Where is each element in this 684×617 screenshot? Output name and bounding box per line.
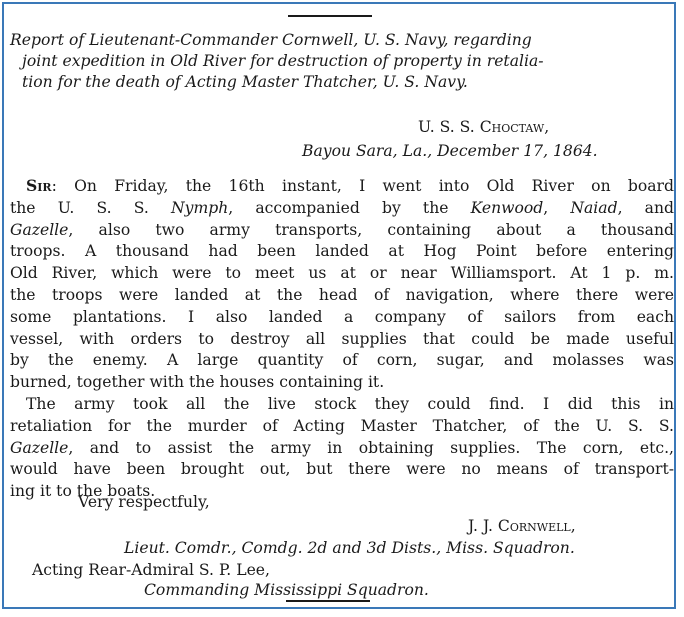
letter-body: [10, 175, 674, 503]
text-line: [10, 416, 674, 438]
text-line: [10, 241, 674, 263]
document-frame: [2, 2, 676, 609]
text-run: some plantations. I also landed a company of sailors from each: [10, 307, 674, 326]
text-line: [10, 350, 674, 372]
text-run: : On Friday, the 16th instant, I went into Old River on board: [51, 177, 674, 195]
vessel-name: Nymph: [170, 198, 229, 217]
text-run: , and: [617, 198, 674, 217]
text-run: vessel, with orders to destroy all supplies that could be made useful: [10, 329, 674, 348]
text-run: would have been brought out, but there were no means of transport-: [10, 460, 674, 479]
text-run: retaliation for the murder of Acting Master Thatcher, of the U. S. S.: [10, 416, 674, 435]
text-line: [10, 438, 674, 460]
text-line: [10, 329, 674, 351]
text-run: troops. A thousand had been landed at Hog Point before entering: [10, 242, 674, 261]
text-run: burned, together with the houses containing it.: [10, 373, 385, 392]
text-run: , accompanied by the: [228, 198, 471, 217]
vessel-name: Naiad: [570, 198, 618, 217]
signature-title: Lieut. Comdr., Comdg. 2d and 3d Dists., Miss. Squadron.: [124, 539, 575, 557]
text-run: ing it to the boats.: [10, 482, 156, 501]
report-heading: [10, 30, 674, 93]
vessel-name: Gazelle: [10, 220, 69, 239]
salutation: Sir: [26, 176, 52, 195]
text-run: ,: [543, 198, 571, 217]
text-line: [10, 394, 674, 416]
vessel-name: Kenwood: [470, 198, 544, 217]
text-line: [10, 175, 674, 198]
signature-name: J. J. Cornwell,: [468, 517, 576, 535]
text-run: The army took all the live stock they could find. I did this in: [26, 394, 674, 413]
heading-line-3: tion for the death of Acting Master Thatcher, U. S. Navy.: [22, 73, 468, 91]
vessel-name: Gazelle: [10, 438, 69, 457]
bottom-separator-rule: [286, 600, 370, 602]
heading-line-2: joint expedition in Old River for destruction of property in retalia-: [22, 52, 544, 70]
top-separator-rule: [288, 15, 372, 17]
addressee-name: [32, 560, 270, 581]
text-run: by the enemy. A large quantity of corn, sugar, and molasses was: [10, 351, 674, 370]
addressee-name-text: Acting Rear-Admiral S. P. Lee,: [32, 561, 270, 579]
text-line: [10, 372, 674, 394]
ship-name: Choctaw,: [479, 118, 550, 136]
addressee-title: Commanding Mississippi Squadron.: [144, 581, 429, 599]
text-run: , also two army transports, containing about a thousand: [68, 220, 674, 239]
paragraph-2: [10, 394, 674, 503]
ship-prefix: U. S. S.: [418, 118, 480, 136]
text-run: the troops were landed at the head of navigation, where there were: [10, 285, 674, 304]
text-line: [10, 220, 674, 242]
heading-line-1: Report of Lieutenant-Commander Cornwell, U. S. Navy, regarding: [10, 31, 532, 49]
dateline-place-date: Bayou Sara, La., December 17, 1864.: [302, 142, 598, 160]
paragraph-1: [10, 175, 674, 394]
text-run: Old River, which were to meet us at or near Williamsport. At 1 p. m.: [10, 264, 674, 283]
document-page: [10, 4, 674, 609]
text-line: [10, 285, 674, 307]
text-line: [10, 307, 674, 329]
closing: Very respectfuly,: [78, 493, 210, 511]
text-run: , and to assist the army in obtaining supplies. The corn, etc.,: [68, 438, 674, 457]
text-run: the U. S. S.: [10, 198, 171, 217]
text-line: [10, 263, 674, 285]
dateline-ship: [418, 117, 549, 138]
text-line: [10, 198, 674, 220]
text-line: [10, 459, 674, 481]
